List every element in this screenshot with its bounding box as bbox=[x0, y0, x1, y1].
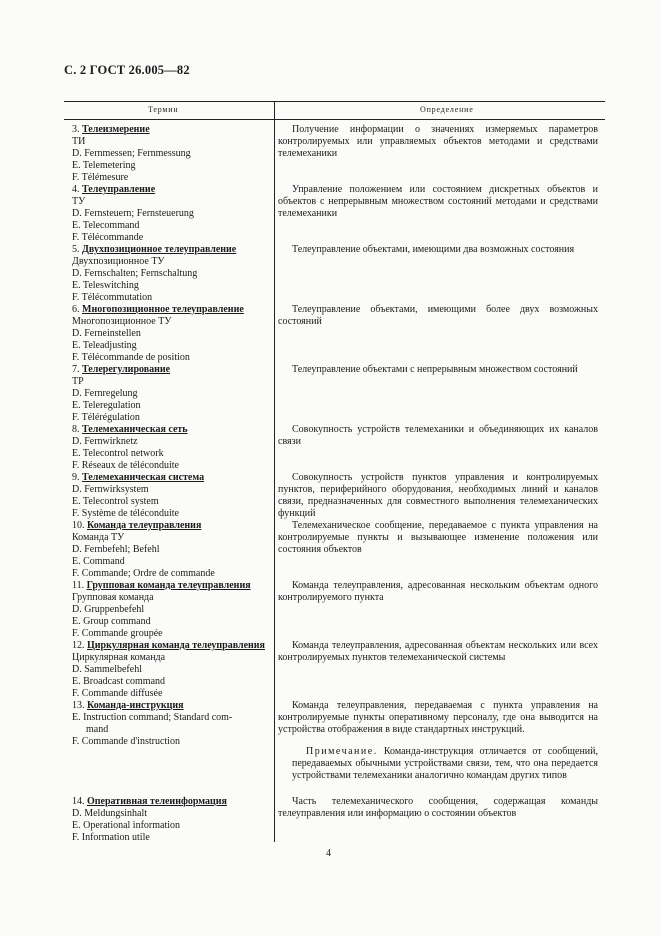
term-title: Групповая команда телеуправления bbox=[86, 580, 251, 591]
term-title: Телемеханическая сеть bbox=[82, 424, 188, 435]
definition-4: Управление положением или состоянием дискретных объектов и объектов с непрерывным множеством состояний методами и средствами телемеханики bbox=[278, 184, 598, 219]
term-variant: E. Teleswitching bbox=[72, 280, 139, 291]
note-text: Команда-инструкция отличается от сообщений, передаваемых обычными устройствами связи, тем, что она передается устройствами телемеханики аналогично командам других типов bbox=[292, 746, 598, 781]
term-variant: Команда ТУ bbox=[72, 532, 125, 543]
term-number: 14. bbox=[72, 796, 87, 807]
note-label: Примечание. bbox=[306, 746, 378, 757]
term-title: Телеизмерение bbox=[82, 124, 150, 135]
column-header-term: Термин bbox=[148, 105, 179, 114]
term-variant: F. Commande d'instruction bbox=[72, 736, 180, 747]
term-number: 8. bbox=[72, 424, 82, 435]
term-variant: Многопозиционное ТУ bbox=[72, 316, 172, 327]
definition-6: Телеуправление объектами, имеющими более двух возможных состояний bbox=[278, 304, 598, 327]
term-entry bbox=[72, 424, 188, 472]
term-number: 5. bbox=[72, 244, 82, 255]
term-variant: D. Fernschalten; Fernschaltung bbox=[72, 268, 198, 279]
term-variant: F. Télémesure bbox=[72, 172, 129, 183]
term-title: Телерегулирование bbox=[82, 364, 171, 375]
term-entry bbox=[72, 184, 194, 244]
term-variant: ТР bbox=[72, 376, 84, 387]
term-title-line bbox=[72, 796, 227, 808]
table-header bbox=[64, 101, 605, 120]
page-header: С. 2 ГОСТ 26.005—82 bbox=[64, 63, 190, 77]
term-number: 11. bbox=[72, 580, 87, 591]
term-title: Двухпозиционное телеуправление bbox=[82, 244, 237, 255]
column-divider-top bbox=[274, 102, 275, 119]
term-variant: E. Telecontrol network bbox=[72, 448, 164, 459]
term-entry bbox=[72, 304, 244, 364]
term-entry bbox=[72, 520, 215, 580]
term-variant: E. Telemetering bbox=[72, 160, 136, 171]
term-variant: D. Fernmessen; Fernmessung bbox=[72, 148, 191, 159]
term-entry bbox=[72, 640, 265, 700]
term-title-line bbox=[72, 640, 265, 652]
term-number: 7. bbox=[72, 364, 82, 375]
term-title: Команда телеуправления bbox=[87, 520, 202, 531]
term-variant: E. Broadcast command bbox=[72, 676, 166, 687]
term-variant: E. Operational information bbox=[72, 820, 181, 831]
term-entry bbox=[72, 472, 204, 520]
term-title: Команда-инструкция bbox=[87, 700, 184, 711]
term-entry bbox=[72, 796, 227, 844]
term-variant: E. Telecommand bbox=[72, 220, 140, 231]
column-divider bbox=[274, 118, 275, 842]
term-variant: D. Ferneinstellen bbox=[72, 328, 141, 339]
definition-12: Команда телеуправления, адресованная объектам нескольких или всех контролируемых пунктов телемеханической системы bbox=[278, 640, 598, 663]
column-header-definition: Определение bbox=[420, 105, 474, 114]
definition-5: Телеуправление объектами, имеющими два возможных состояния bbox=[292, 244, 575, 255]
term-variant: D. Meldungsinhalt bbox=[72, 808, 147, 819]
term-variant: F. Commande diffusée bbox=[72, 688, 163, 699]
term-variant: E. Instruction command; Standard com- bbox=[72, 712, 233, 723]
term-title-line bbox=[72, 244, 236, 256]
term-variant: D. Fernsteuern; Fernsteuerung bbox=[72, 208, 194, 219]
term-entry bbox=[72, 580, 251, 640]
term-title-line bbox=[72, 304, 244, 316]
term-title-line bbox=[72, 364, 170, 376]
note-13 bbox=[278, 746, 598, 782]
term-variant: D. Gruppenbefehl bbox=[72, 604, 145, 615]
term-variant: Двухпозиционное ТУ bbox=[72, 256, 165, 267]
term-number: 13. bbox=[72, 700, 87, 711]
term-entry bbox=[72, 124, 191, 184]
term-variant: F. Système de téléconduite bbox=[72, 508, 179, 519]
term-title-line bbox=[72, 184, 194, 196]
term-title-line bbox=[72, 520, 215, 532]
definition-8: Совокупность устройств телемеханики и объединяющих их каналов связи bbox=[278, 424, 598, 447]
term-entry bbox=[72, 244, 236, 304]
definition-3: Получение информации о значениях измеряемых параметров контролируемых или управляемых объектов методами и средствами телемеханики bbox=[278, 124, 598, 159]
term-title-line bbox=[72, 580, 251, 592]
term-variant: F. Information utile bbox=[72, 832, 150, 843]
term-title: Телеуправление bbox=[82, 184, 156, 195]
term-variant: F. Commande groupée bbox=[72, 628, 163, 639]
definition-9: Совокупность устройств пунктов управления и контролируемых пунктов, периферийного оборудования, необходимых линий и каналов связи, предназначенных для совместного выполнения телемеханических функций bbox=[278, 472, 598, 519]
term-variant: F. Télécommande de position bbox=[72, 352, 190, 363]
term-number: 4. bbox=[72, 184, 82, 195]
term-title: Циркулярная команда телеуправления bbox=[87, 640, 265, 651]
definition-14: Часть телемеханического сообщения, содержащая команды телеуправления или информацию о состоянии объектов bbox=[278, 796, 598, 819]
definition-10: Телемеханическое сообщение, передаваемое с пункта управления на контролируемые пункты и вызывающее изменение положения или состояния объектов bbox=[278, 520, 598, 555]
term-variant: mand bbox=[86, 724, 109, 735]
term-number: 10. bbox=[72, 520, 87, 531]
term-title-line bbox=[72, 424, 188, 436]
term-variant: F. Télérégulation bbox=[72, 412, 140, 423]
term-variant: E. Group command bbox=[72, 616, 151, 627]
term-title: Телемеханическая система bbox=[82, 472, 205, 483]
term-variant: D. Sammelbefehl bbox=[72, 664, 142, 675]
definition-13: Команда телеуправления, передаваемая с пункта управления на контролируемые пункты оперативному персоналу, где она выводится на устройства отображения в виде стандартных инструкций. bbox=[278, 700, 598, 735]
definition-11: Команда телеуправления, адресованная нескольким объектам одного контролируемого пункта bbox=[278, 580, 598, 603]
term-variant: E. Teleregulation bbox=[72, 400, 141, 411]
term-variant: D. Fernbefehl; Befehl bbox=[72, 544, 160, 555]
term-title: Оперативная телеинформация bbox=[87, 796, 227, 807]
term-number: 9. bbox=[72, 472, 82, 483]
term-entry bbox=[72, 700, 232, 748]
term-variant: E. Command bbox=[72, 556, 125, 567]
term-variant: E. Telecontrol system bbox=[72, 496, 159, 507]
term-variant: D. Fernwirksystem bbox=[72, 484, 149, 495]
term-variant: D. Fernwirknetz bbox=[72, 436, 138, 447]
term-title-line bbox=[72, 472, 204, 484]
term-title-line bbox=[72, 700, 232, 712]
definition-7: Телеуправление объектами с непрерывным множеством состояний bbox=[292, 364, 578, 375]
term-variant: F. Télécommande bbox=[72, 232, 144, 243]
term-variant: E. Teleadjusting bbox=[72, 340, 137, 351]
term-variant: D. Fernregelung bbox=[72, 388, 138, 399]
term-title-line bbox=[72, 124, 191, 136]
term-variant: F. Réseaux de téléconduite bbox=[72, 460, 179, 471]
term-entry bbox=[72, 364, 170, 424]
term-number: 12. bbox=[72, 640, 87, 651]
term-variant: ТИ bbox=[72, 136, 86, 147]
term-variant: ТУ bbox=[72, 196, 86, 207]
term-variant: F. Télécommutation bbox=[72, 292, 153, 303]
term-variant: F. Commande; Ordre de commande bbox=[72, 568, 215, 579]
term-variant: Циркулярная команда bbox=[72, 652, 166, 663]
term-variant: Групповая команда bbox=[72, 592, 154, 603]
term-title: Многопозиционное телеуправление bbox=[82, 304, 244, 315]
term-number: 3. bbox=[72, 124, 82, 135]
page-number: 4 bbox=[326, 848, 331, 859]
term-number: 6. bbox=[72, 304, 82, 315]
